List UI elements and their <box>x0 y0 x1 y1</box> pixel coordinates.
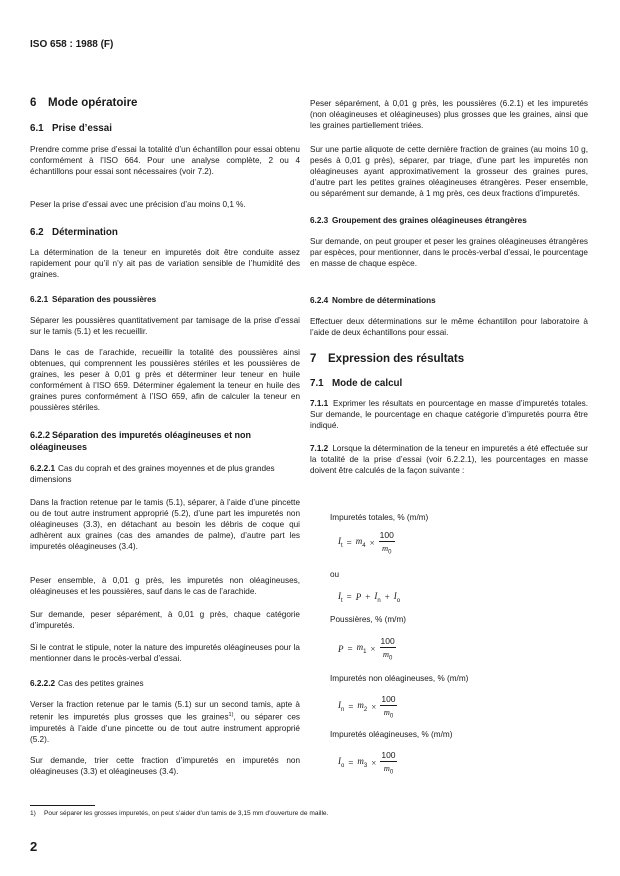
formula-label-dust <box>330 615 406 624</box>
formula-part: I <box>338 536 341 547</box>
formula-part: × <box>370 643 376 654</box>
footnote-text: Pour séparer les grosses impuretés, on peut s’aider d’un tamis de 3,15 mm d’ouverture de maille. <box>44 810 329 817</box>
paragraph: Sur demande, on peut grouper et peser les graines oléagineuses étrangères par espèces, pour mentionner, dans le procès-verbal d’essai, le pourcentage en masse de chaque espèce. <box>310 237 588 268</box>
formula-term <box>338 536 343 549</box>
page-number: 2 <box>30 839 38 854</box>
formula-part <box>384 762 393 776</box>
section-6-1-heading <box>30 123 300 135</box>
section-6-2-2-2-heading <box>30 678 300 689</box>
paragraph: Effectuer deux déterminations sur le même échantillon pour laboratoire à l’aide de deux échantillons pour essai. <box>310 317 588 337</box>
formula-part: 4 <box>362 543 366 550</box>
formula-part: P <box>355 592 362 603</box>
section-7-1-heading <box>310 378 588 390</box>
formula-part <box>380 694 396 720</box>
section-number: 6.2.2.1 <box>30 464 56 473</box>
formula-part: m <box>382 543 389 553</box>
formula-part: m <box>383 763 390 773</box>
section-6-2-2-heading <box>30 429 300 453</box>
formula-part: o <box>341 763 345 770</box>
paragraph: Dans la fraction retenue par le tamis (5.1), séparer, à l’aide d’une pincette ou de tout autre instrument approprié (5.2), d’une part les impuretés non oléagineuses (3.3), en détachant au besoin les débris de coque qui adhèrent aux graines (cas des amandes de palme), d’autre part les impuretés oléagineuses (3.4). <box>30 498 300 551</box>
clause-number: 7.1.2 <box>310 444 329 453</box>
formula-part: = <box>346 592 352 603</box>
unit-text: % (m/m) <box>397 513 429 522</box>
section-number: 7.1 <box>310 378 324 389</box>
footnote-divider <box>30 805 95 806</box>
formula-part: × <box>371 757 377 768</box>
formula-part: I <box>393 591 397 601</box>
formula-part <box>357 642 367 655</box>
paragraph: Séparer les poussières quantitativement par tamisage de la prise d’essai sur le tamis (5.1) et les recueillir. <box>30 316 300 336</box>
formula-part: t <box>341 543 343 550</box>
formula-part <box>384 706 393 720</box>
formula-part: = <box>348 701 354 712</box>
unit-text: % (m/m) <box>437 674 469 683</box>
formula-dust <box>338 636 396 662</box>
paragraph: Prendre comme prise d’essai la totalité d’un échantillon pour essai obtenu conformément à l’ISO 664. Pour une analyse complète, 2 ou 4 échantillons pour essai sont nécessaires (voir 7.2). <box>30 145 300 176</box>
label-text: Poussières, <box>330 615 373 624</box>
formula-part <box>382 542 391 556</box>
formula-part: m <box>355 536 363 547</box>
footnote-reference[interactable]: 1) <box>228 712 234 718</box>
paragraph: Sur demande, peser séparément, à 0,01 g près, chaque catégorie d’impuretés. <box>30 610 300 630</box>
formula-total-sum <box>338 591 400 604</box>
section-number: 6.2.4 <box>310 296 329 305</box>
unit-text: % (m/m) <box>375 615 406 624</box>
formula-part <box>357 756 367 769</box>
formula-part: I <box>338 756 341 767</box>
label-text: Impuretés totales, <box>330 513 396 522</box>
label-text: Impuretés non oléagineuses, <box>330 674 436 683</box>
formula-part: × <box>371 701 377 712</box>
section-title: Mode de calcul <box>332 378 403 389</box>
section-title: Expression des résultats <box>328 353 465 365</box>
paragraph: Peser ensemble, à 0,01 g près, les impuretés non oléagineuses, oléagineuses et les poussières, sauf dans le cas de l’arachide. <box>30 576 300 596</box>
paragraph: Peser séparément, à 0,01 g près, les poussières (6.2.1) et les impuretés (non oléagineuses et oléagineuses) plus grosses que les graines, ainsi que les graines partiellement triées. <box>310 99 588 130</box>
formula-part: 1 <box>363 649 367 656</box>
formula-part: n <box>377 597 381 604</box>
formula-part: + <box>365 592 371 603</box>
section-title: Prise d’essai <box>52 123 112 134</box>
formula-part <box>383 648 392 662</box>
formula-part: m <box>357 756 364 767</box>
formula-part: I <box>338 700 341 711</box>
unit-text: % (m/m) <box>421 730 453 739</box>
times: × <box>369 537 375 548</box>
paragraph-text: , ou séparer ces impuretés à l’aide d’une pincette ou de tout autre instrument approprié (5.2). <box>30 712 300 744</box>
section-title: Détermination <box>52 227 118 238</box>
section-number: 6.2.2.2 <box>30 679 56 688</box>
section-title: Nombre de déterminations <box>332 296 436 305</box>
paragraph-7-1-2 <box>310 443 588 476</box>
paragraph-text: Exprimer les résultats en pourcentage en masse d’impuretés totales. Sur demande, le pourcentage en chaque catégorie d’impuretés pourra être indiqué. <box>310 399 588 430</box>
section-title: Cas des petites graines <box>58 679 144 688</box>
formula-part: m <box>383 707 390 717</box>
formula-part <box>380 636 396 662</box>
section-title: Mode opératoire <box>48 97 138 109</box>
formula-part: + <box>384 592 390 603</box>
section-number: 6.2 <box>30 227 44 238</box>
section-6-2-2-1-heading <box>30 463 300 485</box>
formula-part: t <box>341 597 343 604</box>
fraction <box>379 530 395 556</box>
formula-part: m <box>356 642 364 653</box>
footnote-mark: 1) <box>30 810 36 817</box>
equals: = <box>346 537 352 548</box>
formula-part: 0 <box>389 713 394 720</box>
formula-non-oil-impurities <box>338 694 397 720</box>
label-text: Impuretés oléagineuses, <box>330 730 420 739</box>
formula-term <box>356 536 366 549</box>
formula-part <box>380 750 396 776</box>
formula-part <box>357 700 367 713</box>
formula-part: m <box>357 700 364 711</box>
section-6-2-1-heading <box>30 294 300 305</box>
section-title: Cas du coprah et des graines moyennes et de plus grandes dimensions <box>30 464 275 484</box>
section-title: Séparation des poussières <box>52 295 157 304</box>
paragraph-text: Lorsque la détermination de la teneur en impuretés a été effectuée sur la totalité de la prise d’essai (voir 6.2.2.1), les pourcentages en masse doivent être calculés de la façon suivante : <box>310 444 588 475</box>
formula-part <box>374 591 380 604</box>
paragraph: Peser la prise d’essai avec une précision d’au moins 0,1 %. <box>30 200 246 209</box>
section-6-2-3-heading <box>310 215 588 226</box>
formula-part: 0 <box>389 769 394 776</box>
formula-oil-impurities <box>338 750 397 776</box>
formula-part: 100 <box>380 636 395 646</box>
formula-part: I <box>338 591 341 601</box>
footnote <box>30 810 328 817</box>
paragraph: Si le contrat le stipule, noter la nature des impuretés oléagineuses pour la mentionner dans le procès-verbal d’essai. <box>30 643 300 663</box>
document-header: ISO 658 : 1988 (F) <box>30 39 114 50</box>
section-number: 7 <box>310 353 317 365</box>
section-number: 6.2.3 <box>310 216 329 225</box>
formula-part: 3 <box>363 763 368 770</box>
section-number: 6.1 <box>30 123 44 134</box>
paragraph <box>30 699 300 745</box>
formula-part: 100 <box>381 694 396 704</box>
section-title: Groupement des graines oléagineuses étrangères <box>332 216 527 225</box>
paragraph: Dans le cas de l’arachide, recueillir la totalité des poussières ainsi obtenues, qui comprennent les poussières stériles et les poussières de graines, les peser à 0,01 g près et déterminer leur teneur en huile conformément à l’ISO 659. Déterminer également la teneur en huile des graines pures conformément à l’ISO 659, afin de calculer la teneur en poussières stériles. <box>30 348 300 412</box>
section-number: 6 <box>30 97 37 109</box>
formula-part <box>338 756 344 769</box>
formula-part: 0 <box>388 655 393 662</box>
formula-part: n <box>341 707 345 714</box>
formula-part: 0 <box>388 549 392 556</box>
section-6-heading <box>30 97 300 110</box>
paragraph: La détermination de la teneur en impuretés doit être conduite assez rapidement pour qu’il n’y ait pas de variation sensible de l’humidité des graines. <box>30 248 300 279</box>
or-text: ou <box>330 570 340 579</box>
formula-part: P <box>338 643 344 654</box>
paragraph-text: Verser la fraction retenue par le tamis (5.1) sur un second tamis, apte à retenir les impuretés plus grosses que les graines <box>30 700 300 722</box>
formula-label-total <box>330 513 428 522</box>
section-7-heading <box>310 353 588 366</box>
formula-part <box>338 700 344 713</box>
section-number: 6.2.2 <box>30 430 51 440</box>
formula-part: m <box>382 649 389 659</box>
section-title: Séparation des impuretés oléagineuses et non oléagineuses <box>30 430 252 452</box>
section-number: 6.2.1 <box>30 295 49 304</box>
formula-part: = <box>348 757 354 768</box>
formula-total-impurities <box>338 530 395 556</box>
section-6-2-heading <box>30 227 300 239</box>
formula-part: 100 <box>381 750 396 760</box>
formula-part <box>394 591 400 604</box>
paragraph-7-1-1 <box>310 398 588 431</box>
formula-part: I <box>374 591 378 601</box>
formula-part: o <box>396 597 401 604</box>
formula-part <box>338 591 343 604</box>
formula-part: 2 <box>363 707 368 714</box>
paragraph: Sur une partie aliquote de cette dernière fraction de graines (au moins 10 g, pesés à 0,01 g près), séparer, par triage, d’une part les impuretés non oléagineuses ayant approximativement la grosseur des graines pures, d’autre part les petites graines oléagineuses étrangères. Peser ensemble, ou séparément sur demande, à 1 mg près, ces deux fractions d’impuretés. <box>310 145 588 198</box>
section-6-2-4-heading <box>310 295 588 306</box>
clause-number: 7.1.1 <box>310 399 329 408</box>
formula-part: 100 <box>379 530 394 540</box>
formula-part: = <box>347 643 353 654</box>
formula-label-non-oil <box>330 674 468 683</box>
formula-label-oil <box>330 730 452 739</box>
paragraph: Sur demande, trier cette fraction d’impuretés en impuretés non oléagineuses (3.3) et oléagineuses (3.4). <box>30 756 300 776</box>
